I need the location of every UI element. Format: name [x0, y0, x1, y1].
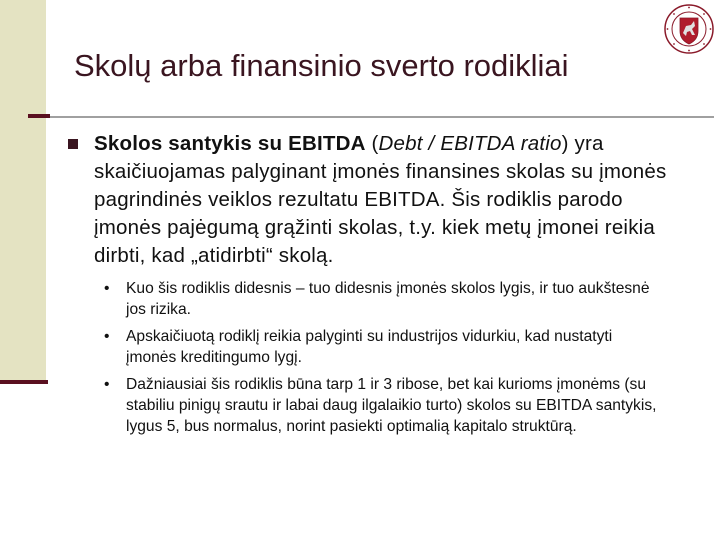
square-bullet-icon — [68, 139, 78, 149]
bullet-dot-icon: • — [104, 376, 110, 393]
sub-bullet-item — [104, 278, 666, 320]
sub-bullet-list — [64, 278, 694, 437]
sub-bullet-item — [104, 374, 666, 437]
bullet-dot-icon: • — [104, 280, 110, 297]
left-decorative-bar — [0, 0, 46, 382]
main-point-paren-open: ( — [365, 132, 379, 155]
main-bullet-point — [64, 130, 694, 270]
sub-bullet-text: Apskaičiuotą rodiklį reikia palyginti su industrijos vidurkiu, kad nustatyti įmonės kreditingumo lygį. — [126, 328, 613, 366]
main-point-rest: ) yra skaičiuojamas palyginant įmonės finansines skolas su įmonės pagrindinės veiklos rezultatu EBITDA. Šis rodiklis parodo įmonės pajėgumą grąžinti skolas, t.y. kiek metų įmonei reikia dirbti, kad „atidirbti“ skolą. — [94, 132, 667, 267]
left-bar-accent — [0, 380, 48, 384]
bullet-dot-icon: • — [104, 328, 110, 345]
slide-body — [64, 130, 694, 443]
university-seal-icon — [664, 4, 714, 54]
title-divider-accent — [28, 114, 50, 118]
sub-bullet-text: Kuo šis rodiklis didesnis – tuo didesnis įmonės skolos lygis, ir tuo aukštesnė jos rizika. — [126, 280, 650, 318]
title-divider — [46, 116, 714, 118]
main-point-term: Debt / EBITDA ratio — [378, 132, 562, 155]
sub-bullet-item — [104, 326, 666, 368]
slide-title: Skolų arba finansinio sverto rodikliai — [74, 48, 569, 83]
main-point-lead: Skolos santykis su EBITDA — [94, 132, 366, 155]
sub-bullet-text: Dažniausiai šis rodiklis būna tarp 1 ir 3 ribose, bet kai kurioms įmonėms (su stabiliu pinigų srautu ir labai daug ilgalaikio turto) skolos su EBITDA santykis, lygus 5, bus normalus, norint pasiekti optimalią kapitalo struktūrą. — [126, 376, 657, 435]
university-logo — [664, 4, 714, 54]
